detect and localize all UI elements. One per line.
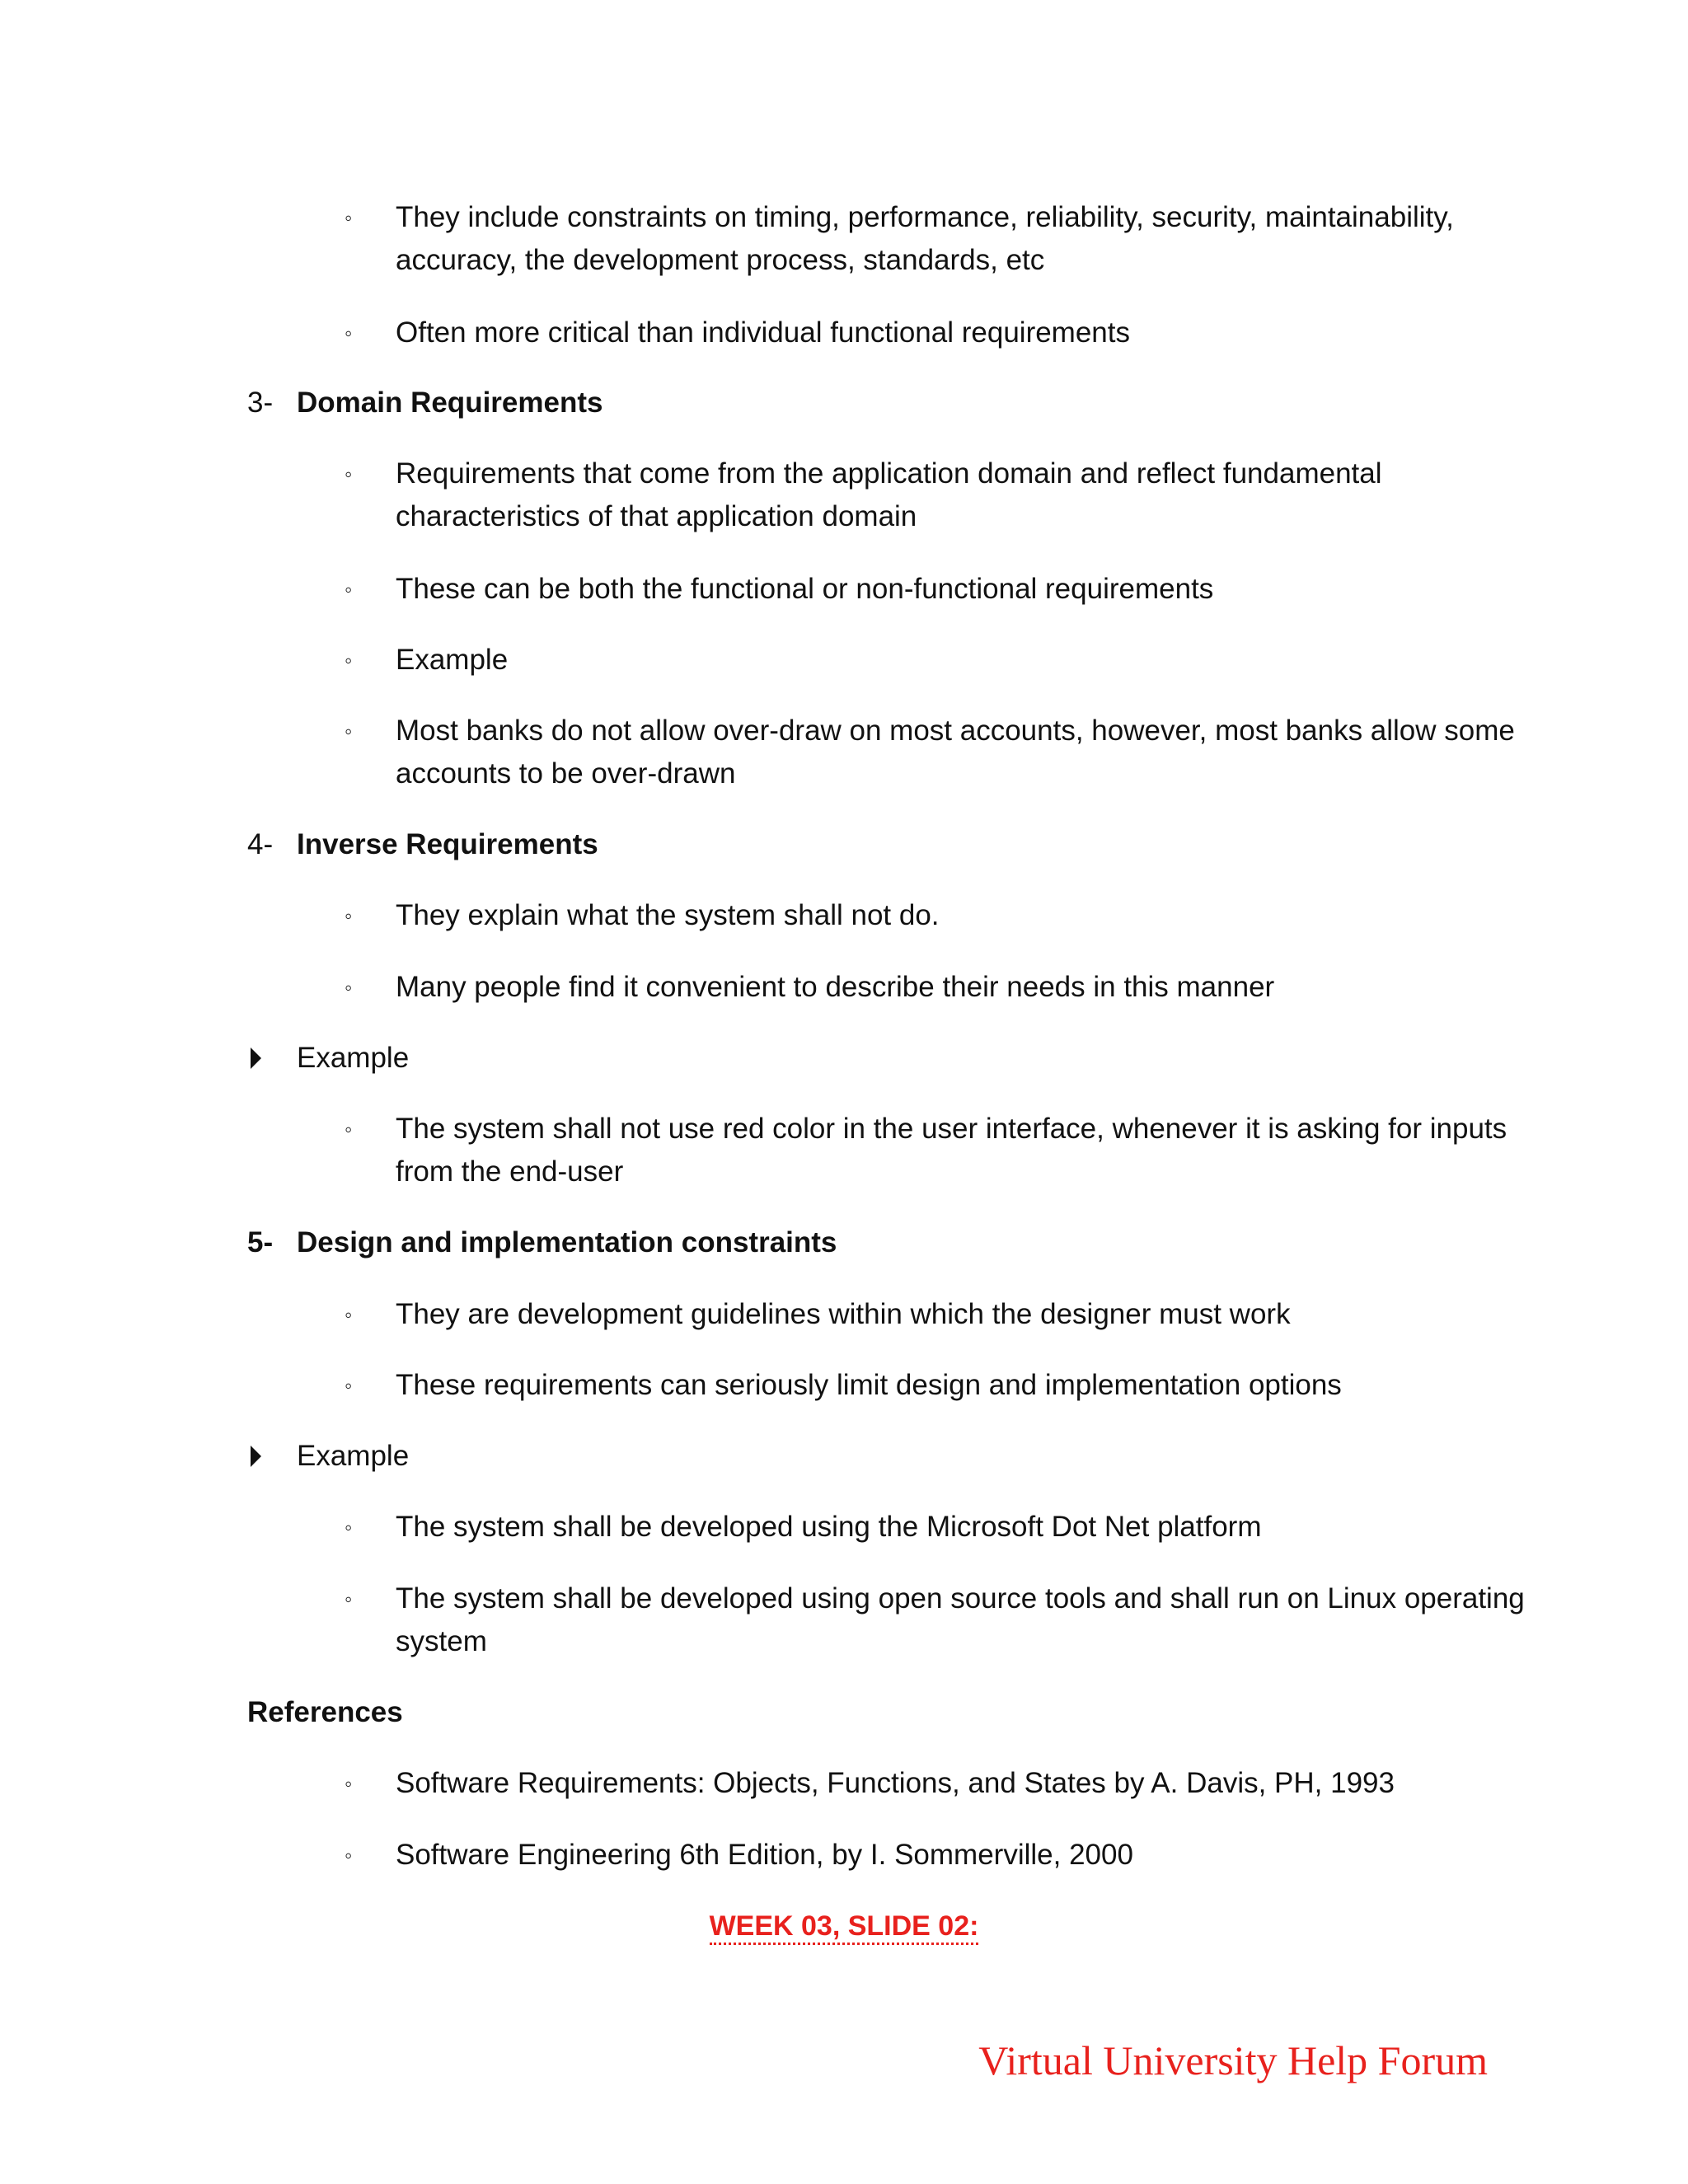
list-item: Example — [396, 644, 509, 676]
bullet-icon: ◦ — [345, 903, 353, 928]
list-item: The system shall not use red color in the user interface, whenever it is asking for inputs — [396, 1113, 1507, 1145]
bullet-icon: ◦ — [345, 1515, 353, 1540]
list-item: Requirements that come from the application domain and reflect fundamental — [396, 457, 1382, 490]
example-label: Example — [297, 1042, 410, 1074]
list-item: Often more critical than individual functional requirements — [396, 316, 1130, 349]
bullet-icon: ◦ — [345, 577, 353, 602]
list-item-continuation: from the end-user — [396, 1155, 624, 1188]
list-item: Most banks do not allow over-draw on most accounts, however, most banks allow some — [396, 715, 1515, 747]
list-item: These requirements can seriously limit design and implementation options — [396, 1369, 1342, 1401]
section-number: 4- — [247, 828, 274, 860]
section-number: 3- — [247, 387, 274, 419]
section-heading: Domain Requirements — [297, 387, 603, 419]
bullet-icon: ◦ — [345, 462, 353, 486]
reference-item: Software Engineering 6th Edition, by I. Sommerville, 2000 — [396, 1839, 1133, 1871]
bullet-icon: ◦ — [345, 1117, 353, 1141]
reference-item: Software Requirements: Objects, Functions, and States by A. Davis, PH, 1993 — [396, 1767, 1395, 1799]
section-number: 5- — [247, 1226, 274, 1258]
list-item-continuation: system — [396, 1625, 487, 1657]
references-heading: References — [247, 1696, 403, 1728]
week-slide-label-text: WEEK 03, SLIDE 02: — [710, 1910, 979, 1945]
list-item: Many people find it convenient to describe their needs in this manner — [396, 971, 1275, 1003]
list-item: The system shall be developed using open source tools and shall run on Linux operating — [396, 1582, 1525, 1615]
bullet-icon: ◦ — [345, 648, 353, 673]
triangle-bullet-icon — [251, 1047, 261, 1069]
list-item: They are development guidelines within which the designer must work — [396, 1298, 1291, 1330]
triangle-bullet-icon — [251, 1446, 261, 1467]
bullet-icon: ◦ — [345, 205, 353, 230]
bullet-icon: ◦ — [345, 975, 353, 1000]
list-item-continuation: accuracy, the development process, standards, etc — [396, 244, 1045, 276]
bullet-icon: ◦ — [345, 1771, 353, 1796]
bullet-icon: ◦ — [345, 1302, 353, 1327]
list-item: The system shall be developed using the Microsoft Dot Net platform — [396, 1511, 1262, 1543]
bullet-icon: ◦ — [345, 1373, 353, 1398]
list-item: These can be both the functional or non-functional requirements — [396, 573, 1214, 605]
bullet-icon: ◦ — [345, 1586, 353, 1611]
section-heading: Inverse Requirements — [297, 828, 598, 860]
section-heading: Design and implementation constraints — [297, 1226, 837, 1258]
list-item: They explain what the system shall not do. — [396, 899, 940, 931]
bullet-icon: ◦ — [345, 1843, 353, 1868]
bullet-icon: ◦ — [345, 719, 353, 743]
week-slide-label — [0, 1905, 1688, 1947]
list-item-continuation: characteristics of that application domain — [396, 500, 917, 532]
list-item-continuation: accounts to be over-drawn — [396, 757, 736, 790]
bullet-icon: ◦ — [345, 321, 353, 345]
example-label: Example — [297, 1440, 410, 1472]
list-item: They include constraints on timing, performance, reliability, security, maintainability, — [396, 201, 1454, 233]
brand-watermark: Virtual University Help Forum — [978, 2037, 1488, 2083]
